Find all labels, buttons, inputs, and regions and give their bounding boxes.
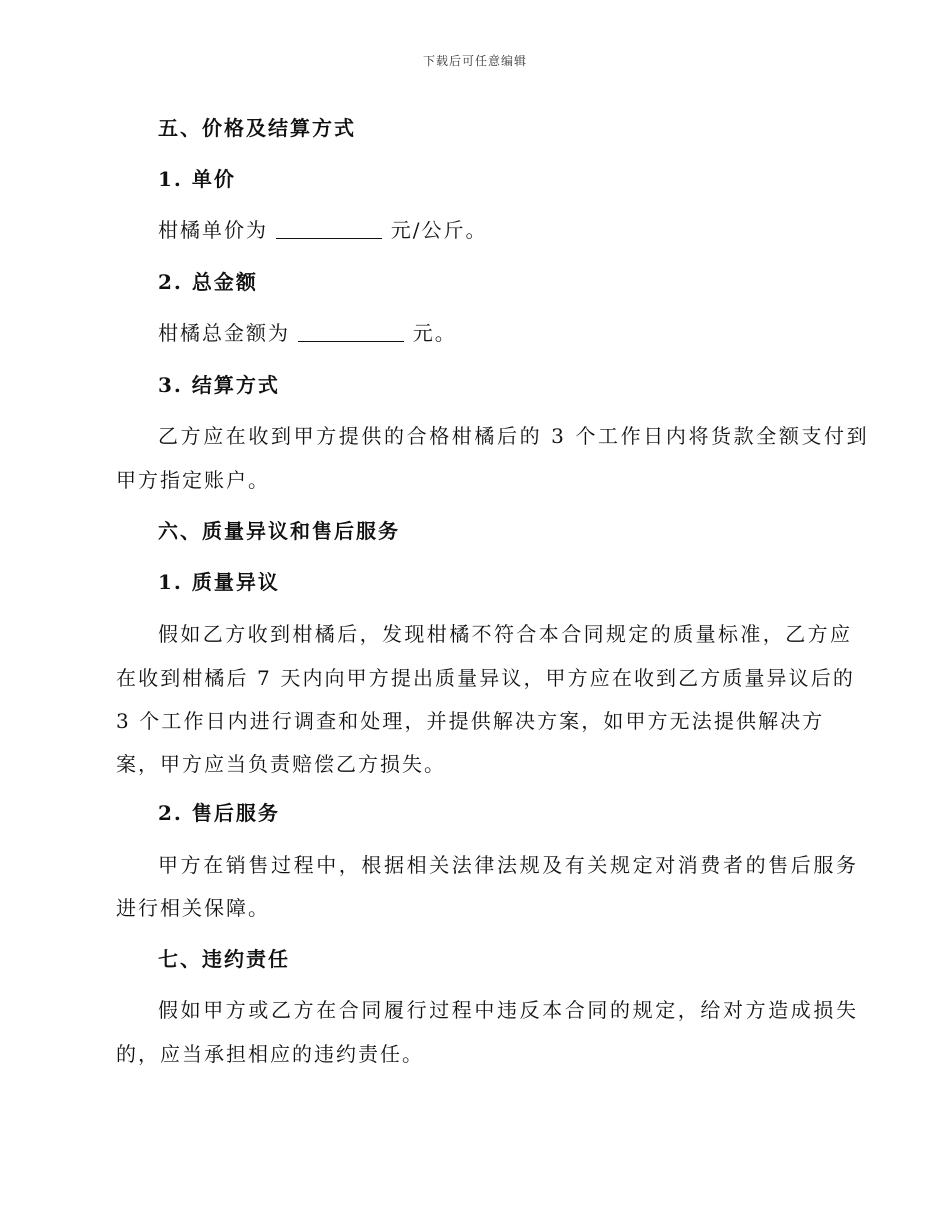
quality-objection-line-1: 假如乙方收到柑橘后，发现柑橘不符合本合同规定的质量标准，乙方应 bbox=[158, 622, 853, 646]
section-5-title: 五、价格及结算方式 bbox=[158, 116, 356, 140]
total-amount-prefix: 柑橘总金额为 bbox=[158, 321, 290, 345]
page-header: 下载后可任意编辑 bbox=[422, 54, 527, 68]
settlement-text-line-2: 甲方指定账户。 bbox=[116, 468, 270, 492]
total-amount-heading: 2. 总金额 bbox=[158, 270, 258, 294]
settlement-text-line-1: 乙方应在收到甲方提供的合格柑橘后的 3 个工作日内将货款全额支付到 bbox=[158, 424, 870, 448]
settlement-heading: 3. 结算方式 bbox=[158, 373, 280, 397]
quality-objection-line-4: 案，甲方应当负责赔偿乙方损失。 bbox=[116, 752, 446, 776]
section-6-title: 六、质量异议和售后服务 bbox=[158, 519, 400, 543]
total-amount-line bbox=[158, 318, 457, 348]
breach-line-1: 假如甲方或乙方在合同履行过程中违反本合同的规定，给对方造成损失 bbox=[158, 998, 859, 1022]
unit-price-heading: 1. 单价 bbox=[158, 167, 236, 191]
total-amount-blank[interactable] bbox=[298, 321, 404, 342]
unit-price-line bbox=[158, 215, 487, 245]
breach-line-2: 的，应当承担相应的违约责任。 bbox=[116, 1042, 424, 1066]
section-7-title: 七、违约责任 bbox=[158, 947, 290, 971]
unit-price-suffix: 元/公斤。 bbox=[390, 218, 488, 242]
total-amount-suffix: 元。 bbox=[412, 321, 457, 345]
after-sales-line-2: 进行相关保障。 bbox=[116, 896, 270, 920]
quality-objection-line-2: 在收到柑橘后 7 天内向甲方提出质量异议，甲方应在收到乙方质量异议后的 bbox=[116, 666, 855, 690]
quality-objection-heading: 1. 质量异议 bbox=[158, 570, 280, 594]
unit-price-prefix: 柑橘单价为 bbox=[158, 218, 268, 242]
after-sales-line-1: 甲方在销售过程中，根据相关法律法规及有关规定对消费者的售后服务 bbox=[158, 853, 859, 877]
quality-objection-line-3: 3 个工作日内进行调查和处理，并提供解决方案，如甲方无法提供解决方 bbox=[116, 709, 825, 733]
after-sales-heading: 2. 售后服务 bbox=[158, 801, 280, 825]
unit-price-blank[interactable] bbox=[276, 218, 382, 239]
